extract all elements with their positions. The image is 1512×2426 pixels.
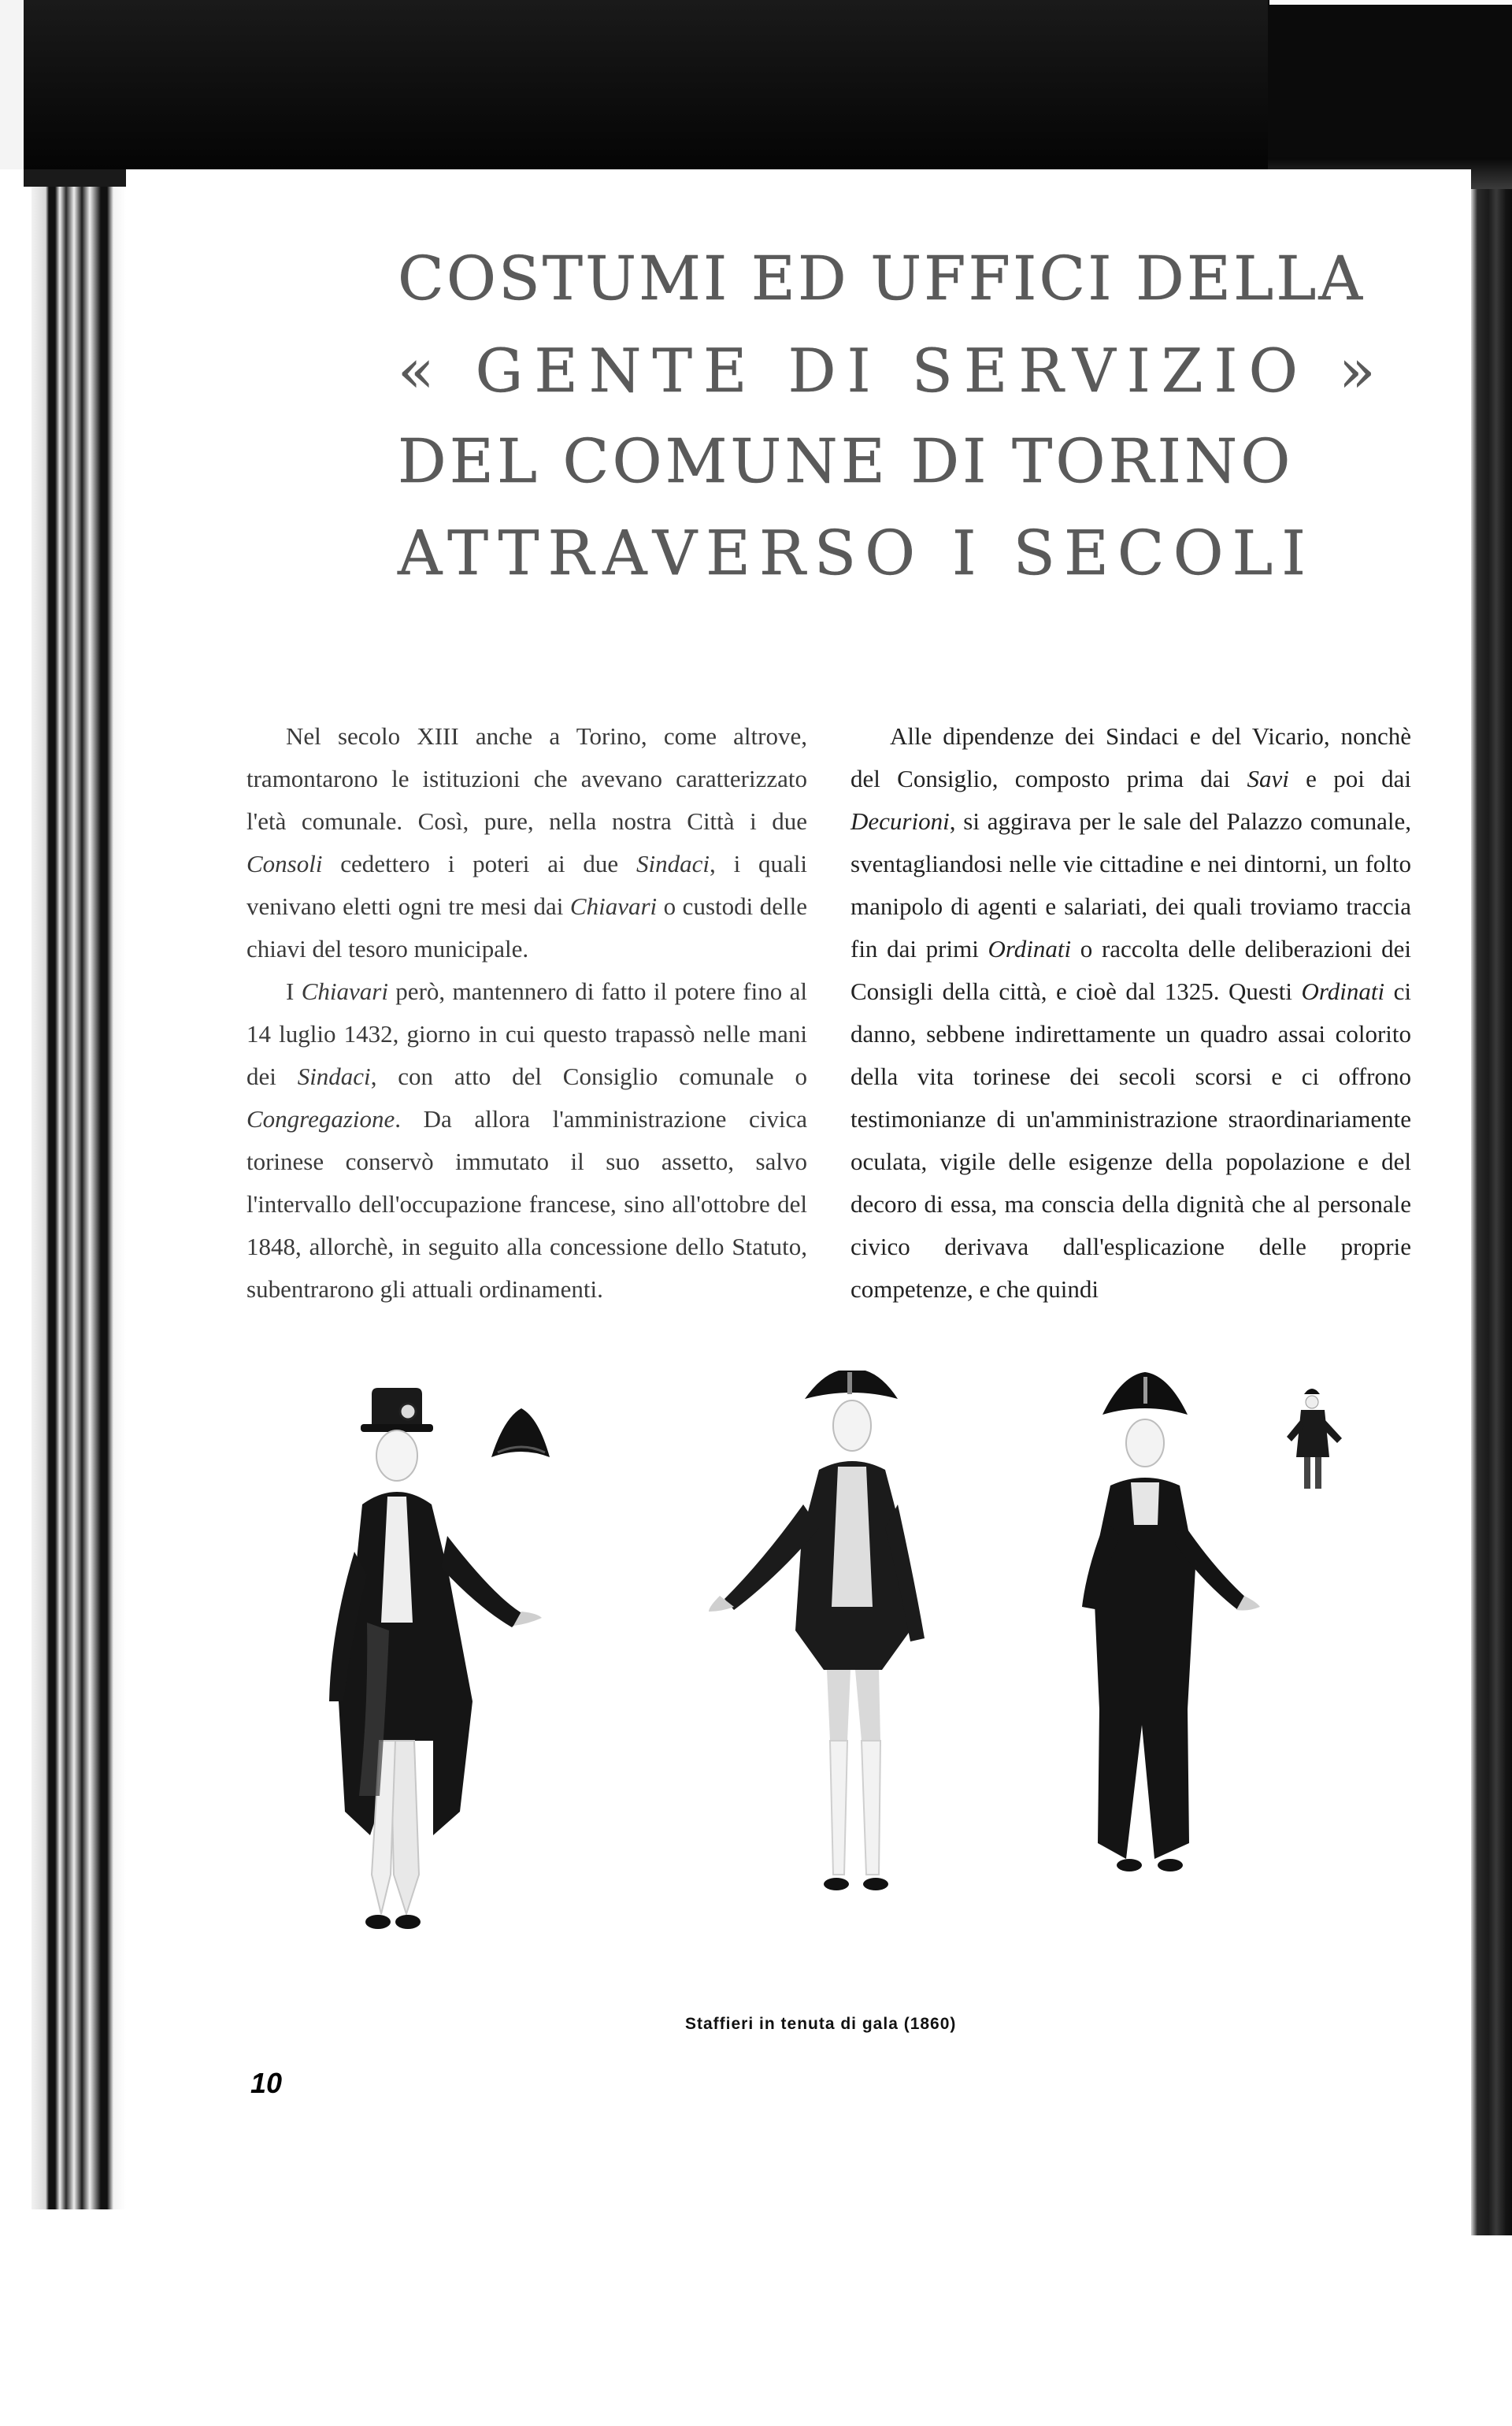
text-column-left [246, 715, 807, 1311]
text-run: , con atto del Consiglio comunale o [370, 1063, 807, 1090]
text-run: Nel secolo XIII anche a Torino, come altrove, tramontarono le istituzioni che avevano caratterizzato l'età comunale. Così, pure, nella nostra Città i due [246, 722, 807, 835]
title-line-1: COSTUMI ED UFFICI DELLA [398, 244, 1365, 314]
bicorne-hat-detail [491, 1408, 550, 1457]
italic-term: Ordinati [1301, 977, 1385, 1005]
italic-term: Sindaci [636, 850, 710, 877]
italic-term: Congregazione [246, 1105, 395, 1133]
figure-small-background [1287, 1389, 1342, 1489]
text-run: o custodi delle chiavi del tesoro municipale. [246, 892, 807, 963]
paragraph [246, 715, 807, 970]
scan-right-border [1471, 169, 1512, 2235]
text-run: , i quali venivano eletti ogni tre mesi dai [246, 850, 807, 920]
figure-footman-center [709, 1371, 925, 1890]
text-run: e poi dai [1288, 765, 1412, 792]
title-line-4: ATTRAVERSO I SECOLI [398, 518, 1315, 589]
figure-caption: Staffieri in tenuta di gala (1860) [685, 2015, 957, 2033]
italic-term: Decurioni [850, 807, 950, 835]
title-line-3: DEL COMUNE DI TORINO [398, 427, 1294, 497]
italic-term: Chiavari [569, 892, 658, 920]
text-run: ci danno, sebbene indirettamente un quadro assai colorito della vita torinese dei secoli scorsi e ci offrono testimonianze di un'amministrazione straordinariamente oculata, vigile delle esigenze della popolazione e del decoro di essa, ma conscia della dignità che al personale civico derivava dall'esplicazione delle proprie competenze, e che quindi [850, 977, 1411, 1303]
text-run: cedettero i poteri ai due [322, 850, 637, 877]
text-run: . Da allora l'amministrazione civica torinese conservò immutato il suo assetto, salvo l'intervallo dell'occupazione francese, sino all'ottobre del 1848, allorchè, in seguito alla concessione dello Statuto, subentrarono gli attuali ordinamenti. [246, 1105, 807, 1303]
figure-footman-right [1082, 1372, 1260, 1871]
figure-footman-left [329, 1388, 542, 1929]
text-run: o raccolta delle deliberazioni dei Consigli della città, e cioè dal 1325. Questi [850, 935, 1411, 1005]
italic-term: Sindaci [297, 1063, 371, 1090]
scan-corner [0, 0, 24, 169]
italic-term: Savi [1247, 765, 1289, 792]
paragraph [246, 970, 807, 1311]
page-number: 10 [250, 2067, 283, 2099]
scan-top-shadow [0, 0, 1268, 169]
scan-corner-right [1269, 0, 1512, 5]
scan-left-binding-top [24, 169, 134, 187]
text-run: Alle dipendenze dei Sindaci e del Vicario, nonchè del Consiglio, composto prima dai [850, 722, 1411, 792]
text-run: , si aggirava per le sale del Palazzo comunale, sventagliandosi nelle vie cittadine e nei dintorni, un folto manipolo di agenti e salariati, dei quali troviamo traccia fin dai primi [850, 807, 1411, 963]
page-title [398, 234, 1387, 599]
illustration-staffieri [315, 1371, 1370, 2426]
paragraph [850, 715, 1411, 1311]
text-run: I [286, 977, 302, 1005]
italic-term: Consoli [246, 850, 323, 877]
title-line-2: « GENTE DI SERVIZIO » [398, 336, 1387, 406]
scan-left-binding [32, 169, 126, 2209]
italic-term: Ordinati [988, 935, 1072, 963]
text-run: però, mantennero di fatto il potere fino al 14 luglio 1432, giorno in cui questo trapassò nelle mani dei [246, 977, 807, 1090]
text-column-right [850, 715, 1411, 1311]
italic-term: Chiavari [301, 977, 388, 1005]
